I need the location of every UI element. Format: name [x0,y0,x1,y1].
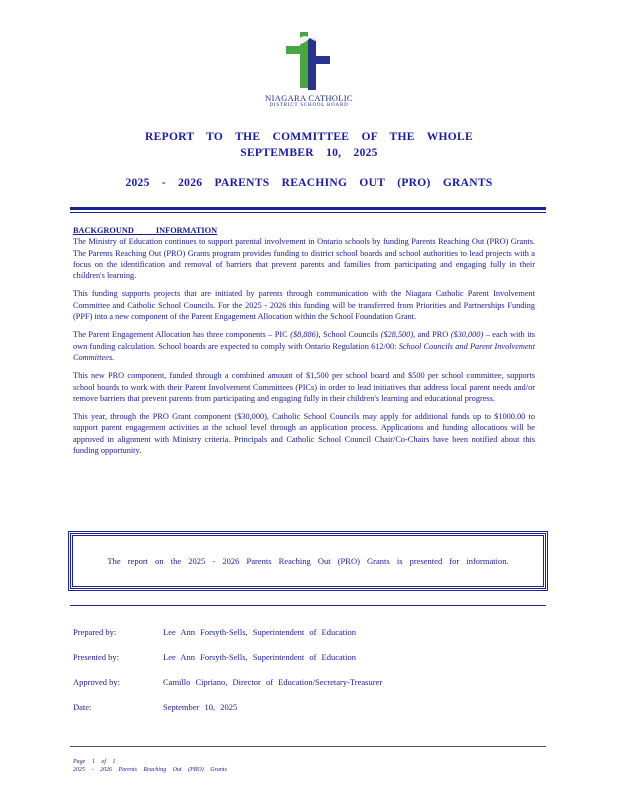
date-value: September 10, 2025 [163,702,238,712]
recommendation-box [70,533,546,589]
prepared-by-value: Lee Ann Forsyth-Sells, Superintendent of Education [163,627,356,637]
approved-by-value: Camillo Cipriano, Director of Education/Secretary-Treasurer [163,677,383,687]
footer-doc: 2025 - 2026 Parents Reaching Out (PRO) Grants [73,767,227,773]
divider-top [70,207,546,210]
prepared-by-label: Prepared by: [73,627,117,637]
org-sub: DISTRICT SCHOOL BOARD [269,103,349,108]
report-date: SEPTEMBER 10, 2025 [240,147,378,159]
paragraph-2: This funding supports projects that are initiated by parents through communication with the Niagara Catholic Parent Involvement Committee and Catholic School Councils. For the 2025 - 2026 this funding will be transferred from Priorities and Partnerships Funding (PPF) into a new component of the Parent Engagement Allocation within the School Foundation Grant. [73,289,535,322]
divider-signatures [70,605,546,606]
footer-page: Page 1 of 1 [73,759,116,765]
report-subject: 2025 - 2026 PARENTS REACHING OUT (PRO) GRANTS [125,177,493,189]
approved-by-label: Approved by: [73,677,120,687]
divider-top-thin [70,212,546,213]
paragraph-3: The Parent Engagement Allocation has three components – PIC ($8,886), School Councils ($28,500), and PRO ($30,000) – each with its own funding calculation. School boards are expected to comply with Ontario Regulation 612/00: School Councils and Parent Involvement Committees. [73,330,536,362]
footer-divider [70,746,546,747]
recommendation-text: The report on the 2025 - 2026 Parents Reaching Out (PRO) Grants is presented for information. [107,556,509,566]
presented-by-value: Lee Ann Forsyth-Sells, Superintendent of Education [163,652,356,662]
report-title: REPORT TO THE COMMITTEE OF THE WHOLE [145,131,473,143]
date-label: Date: [73,702,92,712]
background-section [73,225,535,463]
paragraph-5: This year, through the PRO Grant component ($30,000), Catholic School Councils may apply for additional funds up to $1000.00 to support parent engagement activities at the school level through an application process. Applications and funding allocations will be approved in alignment with Ministry criteria. Principals and Catholic School Council Chair/Co-Chairs have been notified about this funding opportunity. [73,412,535,456]
background-heading: BACKGROUND INFORMATION [73,226,218,235]
org-name: NIAGARA CATHOLIC [265,93,353,103]
presented-by-label: Presented by: [73,652,120,662]
paragraph-4: This new PRO component, funded through a combined amount of $1,500 per school board and $500 per school committee, supports school boards to work with their Parent Involvement Committees (PICs) in order to lead initiatives that address local parent needs and/or remove barriers that prevent parents from participating and engaging fully in their children's learning and educational progress. [73,371,535,403]
board-logo [284,32,332,90]
paragraph-1: The Ministry of Education continues to support parental involvement in Ontario schools by funding Parents Reaching Out (PRO) Grants. The Parents Reaching Out (PRO) Grants program provides funding to district school boards and school authorities to lead projects with a focus on the identification and removal of barriers that prevent parents and families from participating and engaging fully in their children's learning. [73,237,535,281]
